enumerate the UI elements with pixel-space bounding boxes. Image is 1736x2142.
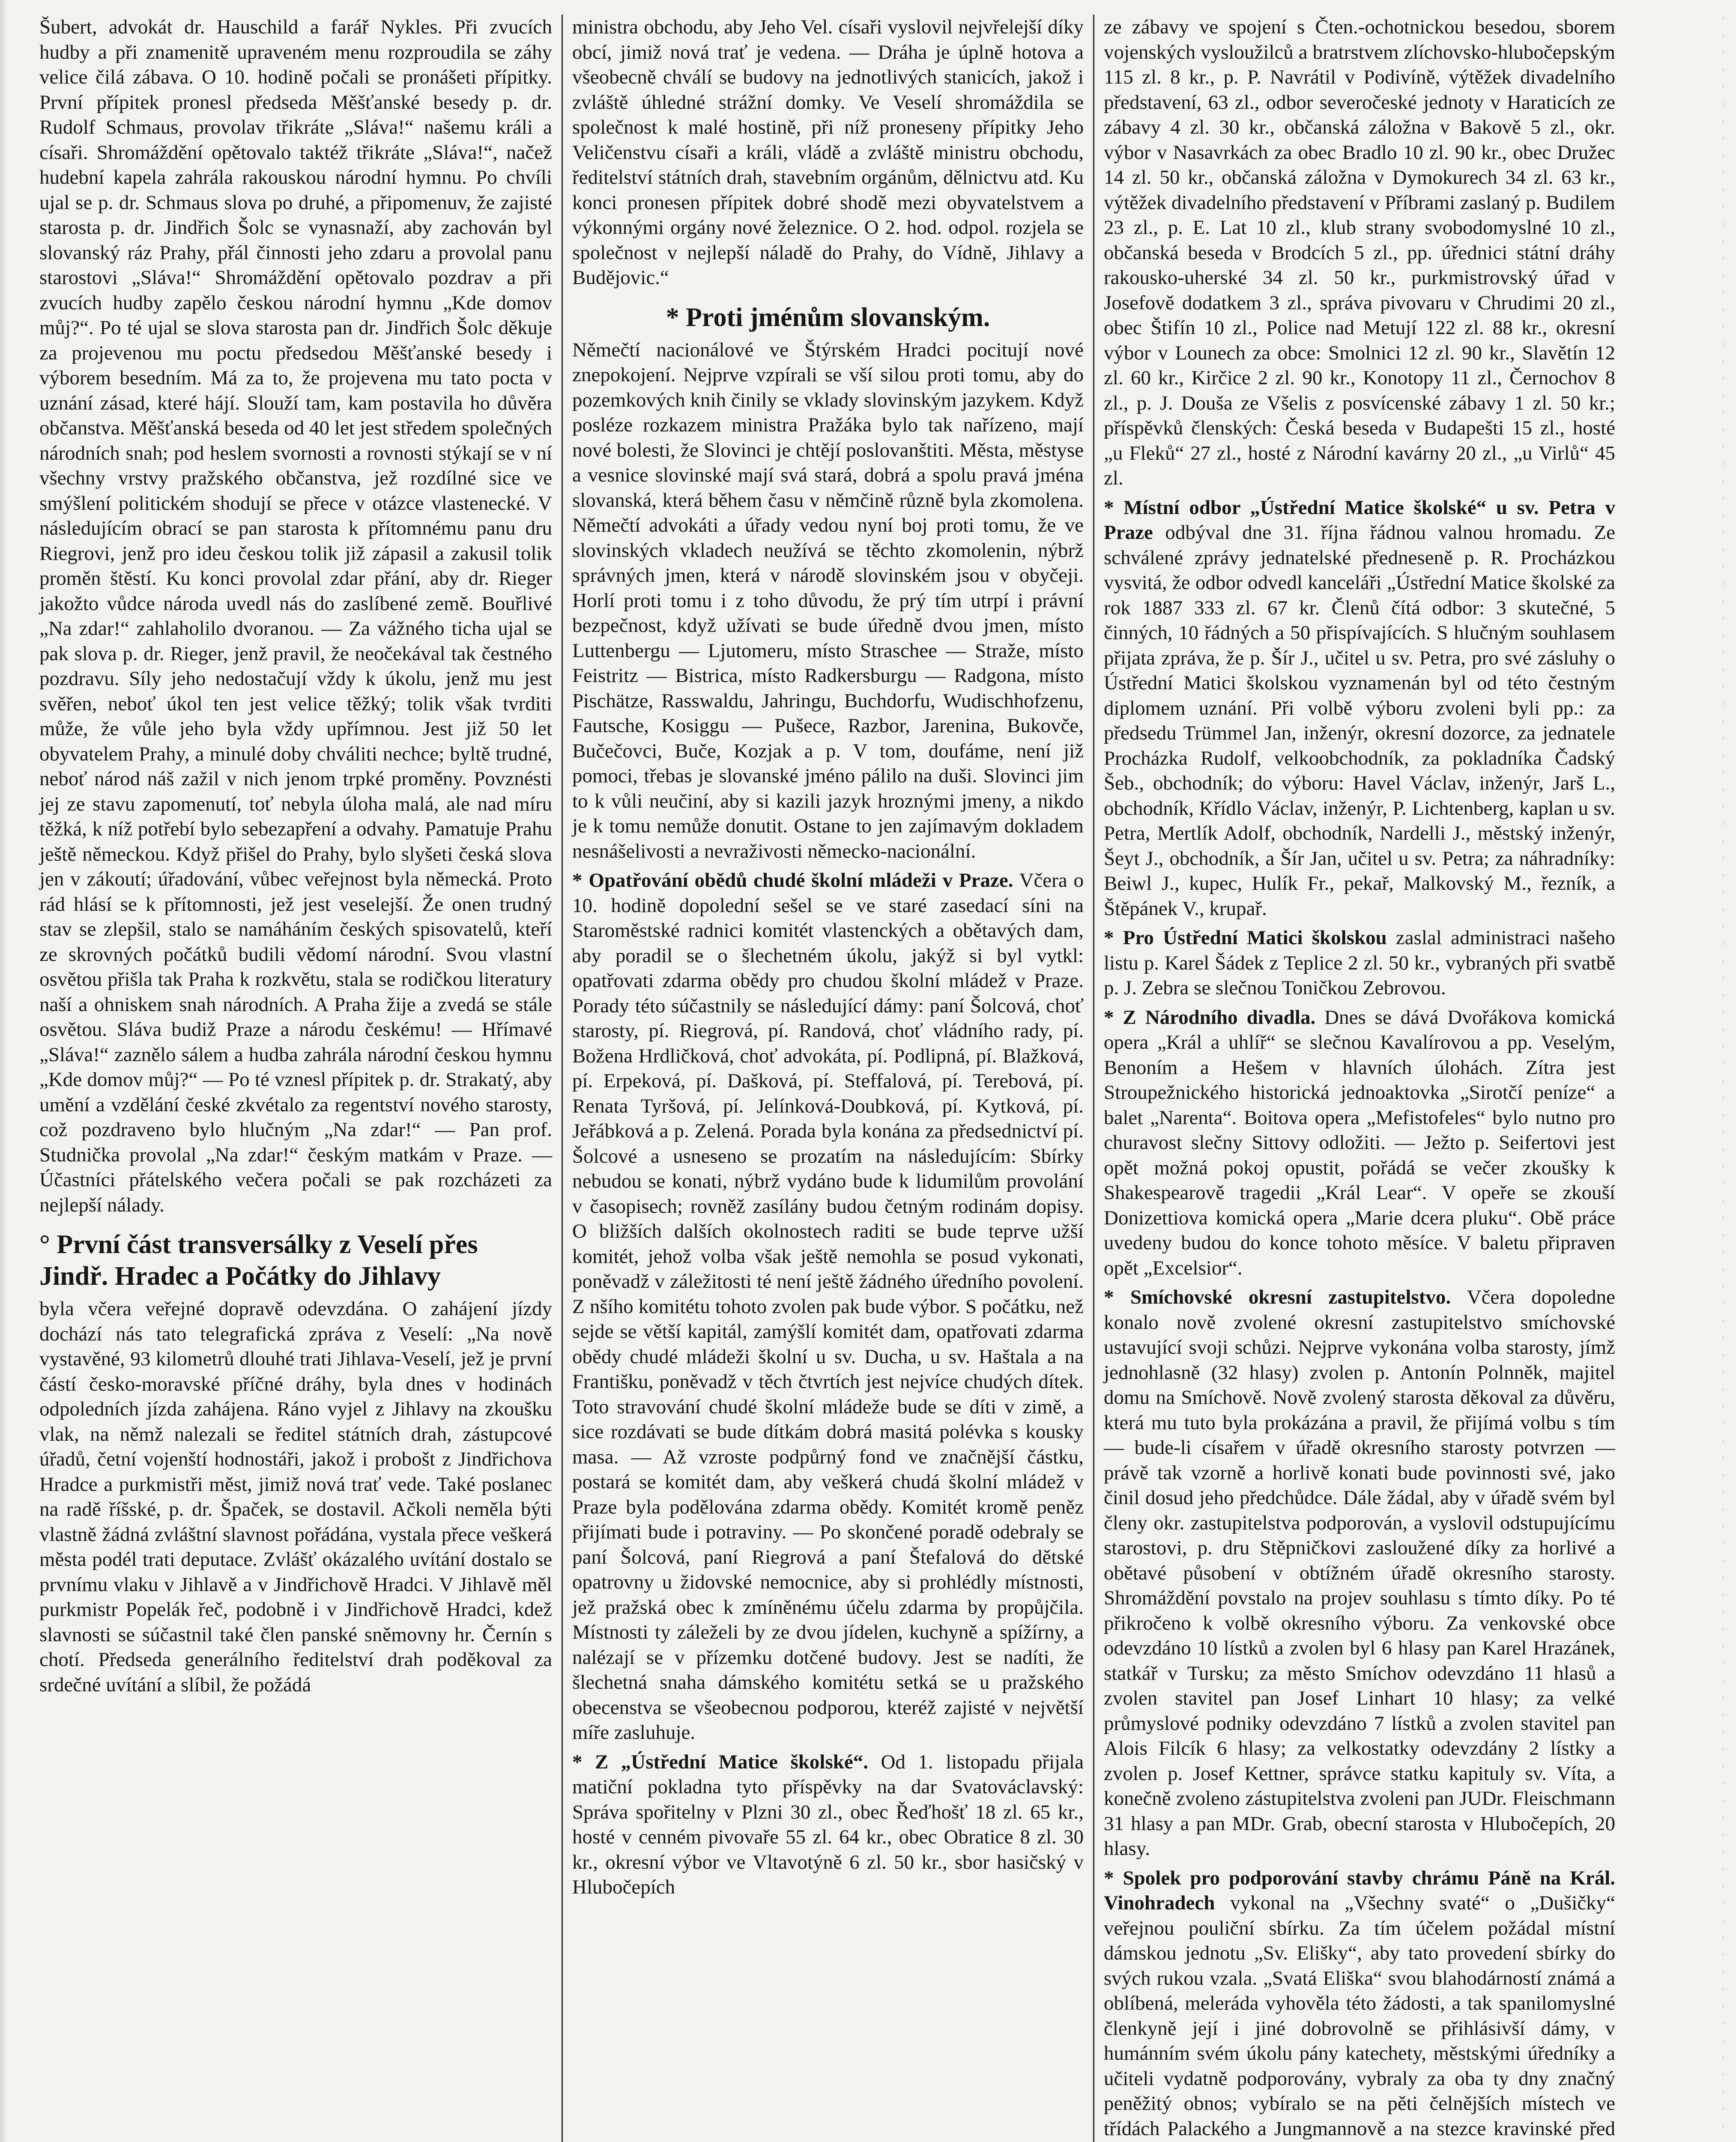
article-body-text: zaslal administraci našeho listu p. Karel Šádek z Teplice 2 zl. 50 kr., vybraných při svatbě p. J. Zebra se slečnou Toničkou Zebrovou. [1104,927,1615,999]
article-body-text: odbýval dne 31. října řádnou valnou hromadu. Ze schválené zprávy jednatelské předneseně p. R. Procházkou vysvitá, že odbor odvedl kanceláři „Ústřední Matice školské za rok 1887 333 zl. 67 kr. Členů čítá odbor: 3 skutečné, 5 činných, 10 řádných a 50 přispívajících. S hlučným souhlasem přijata zpráva, že p. Šír J., učitel u sv. Petra, pro své zásluhy o Ústřední Matici školskou vyznamenán byl od této čestným diplomem uznání. Při volbě výboru zvoleni byli pp.: za předsedu Trümmel Jan, inženýr, okresní dozorce, za jednatele Procházka Rudolf, velkoobchodník, za pokladníka Čadský Šeb., obchodník; do výboru: Havel Václav, inženýr, Jarš L., obchodník, Křídlo Václav, inženýr, P. Lichtenberg, kaplan u sv. Petra, Mertlík Adolf, obchodník, Nardelli J., městský inženýr, Šeyt J., obchodník, a Šír Jan, učitel u sv. Petra; za náhradníky: Beiwl J., kupec, Hulík Fr., pekař, Malkovský M., řezník, a Štěpánek V., krupař. [1104,521,1615,920]
article-paragraph [39,1296,552,1697]
article-lead: * Z Národního divadla. [1104,1006,1316,1029]
article-paragraph [1104,1285,1615,1861]
article-lead: * Pro Ústřední Matici školskou [1104,927,1387,949]
article-lead: * Z „Ústřední Matice školské“. [572,1750,869,1773]
article-body-text: vykonal na „Všechny svaté“ o „Dušičky“ veřejnou pouliční sbírku. Za tím účelem požádal místní dámskou jednotu „Sv. Elišky“, aby tato provedení sbírky do svých rukou vzala. „Svatá Eliška“ svou blahodárností známá a oblíbená, meleráda vyhověla této žádosti, a tak spanilomyslné členkyně její i jiné dobrovolně se přihlásivší dámy, v humánním svém úkolu pány katechety, městskými úředníky a učiteli vydatně podporovány, vybraly za oba ty dny značný peněžitý obnos; vybíralo se na pěti čelnějších místech ve třídách Palackého a Jungmannově a na stezce kravinské před [1104,1892,1615,2140]
article-paragraph [572,868,1084,1745]
article-lead: * Spolek pro podporování stavby chrámu Páně na Král. Vinohradech [1104,1867,1615,1914]
article-body-text: ze zábavy ve spojení s Čten.-ochotnickou besedou, sborem vojenských vysloužilců a bratrstvem zlíchovsko-hlubočepským 115 zl. 8 kr., p. P. Navrátil v Podivíně, výtěžek divadelního představení, 63 zl., odbor severočeské jednoty v Haraticích ze zábavy 4 zl. 30 kr., občanská záložna v Bakově 5 zl., okr. výbor v Nasavrkách za obec Bradlo 10 zl. 90 kr., obec Družec 14 zl. 50 kr., občanská záložna v Dymokurech 34 zl. 63 kr., výtěžek divadelního představení v Příbrami zaslaný p. Budilem 23 zl., p. E. Lat 10 zl., klub strany svobodomyslné 10 zl., občanská beseda v Brodcích 5 zl., pp. úřednici státní dráhy rakousko-uherské 34 zl. 50 kr., purkmistrovský úřad v Josefově dodatkem 3 zl., správa pivovaru v Chrudimi 20 zl., obec Štifín 10 zl., Police nad Metují 122 zl. 88 kr., okresní výbor v Lounech za obce: Smolnici 12 zl. 90 kr., Slavětín 12 zl. 60 kr., Kirčice 2 zl. 90 kr., Konotopy 11 zl., Černochov 8 zl., p. J. Douša ze Všelis z posvícenské zábavy 1 zl. 50 kr.; příspěvků členských: Česká beseda v Budapešti 15 zl., hosté „u Fleků“ 27 zl., hosté z Národní kavárny 20 zl., „u Virlů“ 45 zl. [1104,16,1615,489]
article-paragraph [39,15,552,1218]
article-body-text: Od 1. listopadu přijala matiční pokladna tyto příspěvky na dar Svatováclavský: Správa spořitelny v Plzni 30 zl., obec Řeďhošť 18 zl. 65 kr., hosté v cenném pivovaře 55 zl. 64 kr., obec Obratice 8 zl. 30 kr., okresní výbor ve Vltavotýně 6 zl. 50 kr., sbor hasičský v Hlubočepích [572,1750,1084,1898]
article-paragraph [572,338,1084,864]
article-lead: * Místní odbor „Ústřední Matice školské“ u sv. Petra v Praze [1104,496,1615,544]
article-lead: * Smíchovské okresní zastupitelstvo. [1104,1286,1451,1308]
article-body-text: Šubert, advokát dr. Hauschild a farář Nykles. Při zvucích hudby a při znamenitě upraveném menu rozproudila se záhy velice čilá zábava. O 10. hodině počali se pronášeti přípitky. První přípitek pronesl předseda Měšťanské besedy p. dr. Rudolf Schmaus, provolav třikráte „Sláva!“ našemu králi a císaři. Shromáždění opětovalo taktéž třikráte „Sláva!“, načež hudební kapela zahrála rakouskou národní hymnu. Po chvíli ujal se p. dr. Schmaus slova po druhé, a připomenuv, že zajisté starosta p. dr. Jindřich Šolc se vynasnaží, aby zachován byl slovanský ráz Prahy, přál činnosti jeho zdaru a provolal panu starostovi „Sláva!“ Shromáždění opětovalo pozdrav a při zvucích hudby zapělo českou národní hymnu „Kde domov můj?“. Po té ujal se slova starosta pan dr. Jindřich Šolc děkuje za projevenou mu poctu předsedou Měšťanské besedy i výborem besedním. Má za to, že projevena mu tato pocta v uznání zásad, které hájí. Slouží tam, kam postavila ho důvěra občanstva. Měšťanská beseda od 40 let jest středem společných národních snah; pod heslem svornosti a rovnosti stýkají se v ní všechny vrstvy pražského občanstva, jež rozdílné sice ve smýšlení politickém shodují se přece v otázce vlastenecké. V následujícím obrací se pan starosta k přítomnému panu dru Riegrovi, jenž pro ideu českou tolik již zápasil a zakusil tolik proměn štěstí. Ku konci provolal zdar přání, aby dr. Rieger jakožto vůdce národa uvedl nás do zaslíbené země. Bouřlivé „Na zdar!“ zahlaholilo dvoranou. — Za vážného ticha ujal se pak slova p. dr. Rieger, jenž pravil, že neočekával tak čestného pozdravu. Síly jeho nedostačují vždy k úkolu, jenž mu jest svěřen, neboť úkol ten jest velice těžký; tolik však tvrditi může, že vůle jeho byla vždy upřímnou. Jest již 50 let obyvatelem Prahy, a minulé doby chváliti nechce; byltě trudné, neboť národ náš zažil v nich jenom trpké proměny. Povznésti jej ze stavu zapomenutí, toť nebyla úloha malá, ale nad míru těžká, k níž potřebí bylo sebezapření a odvahy. Pamatuje Prahu ještě německou. Když přišel do Prahy, bylo slyšeti česká slova jen v zákoutí; úřadování, vůbec veřejnost byla německá. Proto rád hlásí se k přítomnosti, jež jest veselejší. Že onen trudný stav se zlepšil, stalo se namáháním českých spisovatelů, kteří ze skrovných počátků budili vědomí národní. Svou vlastní osvětou přišla tak Praha k rozkvětu, stala se rodičkou literatury naší a ohniskem snah národních. A Praha žije a zvedá se stále osvětou. Sláva budiž Praze a národu českému! — Hřímavé „Sláva!“ zaznělo sálem a hudba zahrála národní českou hymnu „Kde domov můj?“ — Po té vznesl přípitek p. dr. Strakatý, aby umění a vzdělání české zkvétalo za regentství nového starosty, což pozdraveno bylo hlučným „Na zdar!“ — Pan prof. Studnička provolal „Na zdar!“ českým matkám v Praze. — Účastníci přátelského večera počali se pak rozcházeti za nejlepší nálady. [39,16,552,1216]
article-paragraph [1104,495,1615,921]
article-heading: * Proti jménům slovanským. [666,302,990,332]
article-body-text: Včera dopoledne konalo nově zvolené okresní zastupitelstvo smíchovské ustavující svoji schůzi. Nejprve vykonána volba starosty, jímž jednohlasně (32 hlasy) zvolen p. Antonín Polnněk, majitel domu na Smíchově. Nově zvolený starosta děkoval za důvěru, která mu tuto byla prokázána a pravil, že přijímá volbu s tím — bude-li císařem v úřadě okresního starosty potvrzen — právě tak vzorně a horlivě konati bude povinnosti své, jako činil dosud jeho předchůdce. Dále žádal, aby v úřadě svém byl členy okr. zastupitelstva podporován, a vyslovil odstupujícímu starostovi, p. dru Stěpničkovi zasloužené díky za horlivé a obětavé působení v obtížném úřadě okresního starosty. Shromáždění povstalo na projev souhlasu s tímto díky. Po té přikročeno k volbě okresního výboru. Za venkovské obce odevzdáno 10 lístků a zvolen byl 6 hlasy pan Karel Hrazánek, statkář v Tursku; za město Smíchov odevzdáno 11 hlasů a zvolen stavitel pan Josef Linhart 10 hlasy; za velké průmyslové podniky odevzdáno 7 lístků a zvolen stavitel pan Alois Filcík 6 hlasy; za velkostatky odevzdány 2 lístky a zvolen p. Josef Kettner, správce statku kapituly sv. Víta, a konečně zvoleno zástupitelstva zvoleni pan JUDr. Fleischmann 31 hlasy a pan MDr. Grab, obecní starosta v Hlubočepích, 20 hlasy. [1104,1286,1616,1860]
article-body-text: Dnes se dává Dvořákova komická opera „Král a uhlíř“ se slečnou Kavalírovou a pp. Veselým, Benoním a Hešem v hlavních úlohách. Zítra jest Stroupežnického historická jednoaktovka „Sirotčí peníze“ a balet „Narenta“. Boitova opera „Mefistofeles“ bylo nutno pro churavost slečny Sittovy odložiti. — Ježto p. Seifertovi jest opět možná pokoj opustit, pořádá se večer zkoušky k Shakespearově tragedii „Král Lear“. V opeře se zkouší Donizettiova komická opera „Marie dcera pluku“. Obě práce uvedeny budou do konce tohoto měsíce. V baletu připraven opět „Excelsior“. [1104,1006,1615,1279]
column-3 [1093,15,1625,2142]
article-paragraph [1104,1866,1615,2142]
article-body-text: ministra obchodu, aby Jeho Vel. císaři vyslovil nejvřelejší díky obcí, jimiž nová trať je vedena. — Dráha je úplně hotova a všeobecně chválí se budovy na jednotlivých stanicích, jakož i zvláště úhledné strážní domky. Ve Veselí shromáždila se společnost k malé hostině, při níž proneseny přípitky Jeho Veličenstvu císaři a králi, vládě a zvláště ministru obchodu, ředitelství státních drah, stavebním orgánům, dělnictvu atd. Ku konci pronesen přípitek dobré shodě mezi obyvatelstvem a výkonnými orgány nové železnice. O 2. hod. odpol. rozjela se společnost v nejlepší náladě do Prahy, do Vídně, Jihlavy a Budějovic.“ [572,16,1084,289]
article-lead: * Opatřování obědů chudé školní mládeži v Praze. [572,869,1013,892]
article-body-text: Včera o 10. hodině dopolední sešel se ve staré zasedací síni na Staroměstské radnici komitét vlastenckých a obětavých dam, aby poradil se o šlechetném úkolu, jakýž si byl vytkl: opatřovati zdarma obědy pro chudou školní mládež v Praze. Porady této súčastnily se následující dámy: paní Šolcová, choť starosty, pí. Riegrová, pí. Randová, choť vládního rady, pí. Božena Hrdličková, choť advokáta, pí. Podlipná, pí. Blažková, pí. Erpeková, pí. Dašková, pí. Steffalová, pí. Terebová, pí. Renata Tyršová, pí. Jelínková-Doubková, pí. Kytková, pí. Jeřábková a p. Zelená. Porada byla konána za předsednictví pí. Šolcové a usneseno se prozatím na následujícím: Sbírky nebudou se konati, nýbrž vydáno bude k lidumilům provolání v časopisech; rovněž zasílány budou četným rodinám dopisy. O bližších dalších okolnostech raditi se bude teprve užší komitét, jehož volba však ještě nemohla se posud vykonati, poněvadž v záležitosti té není ještě žádného úředního povolení. Z nšího komitétu tohoto zvolen pak bude výbor. S počátku, než sejde se větší kapitál, zamýšlí komitét dam, opatřovati zdarma obědy chudé mládeži školní u sv. Ducha, u sv. Haštala a na Františku, poněvadž v těch čtvrtích jest nejvíce chudých dítek. Toto stravování chudé školní mládeže bude se díti v zimě, a sice rozdávati se bude dítkám dobrá masitá polévka s kousky masa. — Až vzroste podpůrný fond ve značnější částku, postará se komitét dam, aby veškerá chudá školní mládež v Praze byla podělována zdarma obědy. Komitét kromě peněz přijímati bude i potraviny. — Po skončené poradě odebraly se paní Šolcová, paní Riegrová a paní Štefalová do dětské opatrovny u židovské nemocnice, aby si prohlédly místnosti, jež pražská obec k zmíněnému účelu zdarma by propůjčila. Místnosti ty záleželi by ze dvou jídelen, kuchyně a spížírny, a nalézají se v přízemku dotčené budovy. Jest se nadíti, že šlechetná snaha dámského komitétu setká se u pražského obecenstva se všeobecnou podporou, kteréž zajisté v největší míře zasluhuje. [572,869,1084,1744]
article-body-text: Němečtí nacionálové ve Štýrském Hradci pocitují nové znepokojení. Nejprve vzpírali se vší silou proti tomu, aby do pozemkových knih činily se vklady slovinským jazykem. Když posléze rozkazem ministra Pražáka bylo tak nařízeno, mají nové bolesti, že Slovinci je chtějí poslovanštiti. Města, městyse a vesnice slovinské mají svá stará, dobrá a spolu pravá jména slovanská, která během času v němčině různě byla zkomolena. Němečtí advokáti a úřady vedou nyní boj proti tomu, že ve slovinských vkladech neužívá se těchto zkomolenin, nýbrž správných jmen, která v národě slovinském jsou v obyčeji. Horlí proti tomu i z toho důvodu, že prý tím utrpí i právní bezpečnost, když užívati se bude úředně dvou jmen, místo Luttenbergu — Ljutomeru, místo Straschee — Straže, místo Feistritz — Bistrica, místo Radkersburgu — Radgona, místo Pischätze, Rasswaldu, Jahringu, Buchdorfu, Wudischhofzenu, Fautsche, Kosiggu — Pušece, Razbor, Jarenina, Bukovče, Bučečovci, Buče, Kozjak a p. V tom, doufáme, není již pomoci, třebas je slovanské jméno pálilo na duši. Slovinci jim to k vůli neučiní, aby si kazili jazyk hroznými jmeny, a nikdo je k tomu nemůže donutit. Ostane to jen zajímavým dokladem nesnášelivosti a nevraživosti německo-nacionální. [572,338,1084,862]
column-2 [562,15,1093,2142]
article-heading: ° První část transversálky z Veselí přes Jindř. Hradec a Počátky do Jihlavy [39,1230,478,1291]
article-paragraph [1104,1005,1615,1281]
column-1 [30,15,562,2142]
article-paragraph [572,15,1084,290]
article-paragraph [572,1750,1084,1900]
article-paragraph [1104,925,1615,1001]
article-body-text: byla včera veřejné dopravě odevzdána. O zahájení jízdy dochází nás tato telegrafická zpráva z Veselí: „Na nově vystavěné, 93 kilometrů dlouhé trati Jihlava-Veselí, jež je první částí česko-moravské příčné dráhy, byla dnes v hodinách odpoledních jízda zahájena. Ráno vyjel z Jihlavy na zkoušku vlak, na němž nalezali se ředitel státních drah, zástupcové úřadů, četní vojenští hodnostáři, jakož i probošt z Jindřichova Hradce a purkmistři měst, jimiž nová trať vede. Také poslanec na radě říšské, p. dr. Špaček, se dostavil. Ačkoli neměla býti vlastně žádná zvláštní slavnost pořádána, vystala přece veškerá města podél trati deputace. Zvlášť okázalého uvítání dostalo se prvnímu vlaku v Jihlavě a v Jindřichově Hradci. V Jihlavě měl purkmistr Popelák řeč, podobně i v Jindřichově Hradci, kdež slavnosti se súčastnil také člen panské sněmovny hr. Černín s chotí. Předseda generálního ředitelství drah poděkoval za srdečné uvítání a slíbil, že požádá [39,1298,552,1696]
page-edge-shadow [0,0,8,2142]
article-paragraph [1104,15,1615,491]
binding-marks [1722,17,1724,2142]
columns-container [30,15,1710,2142]
